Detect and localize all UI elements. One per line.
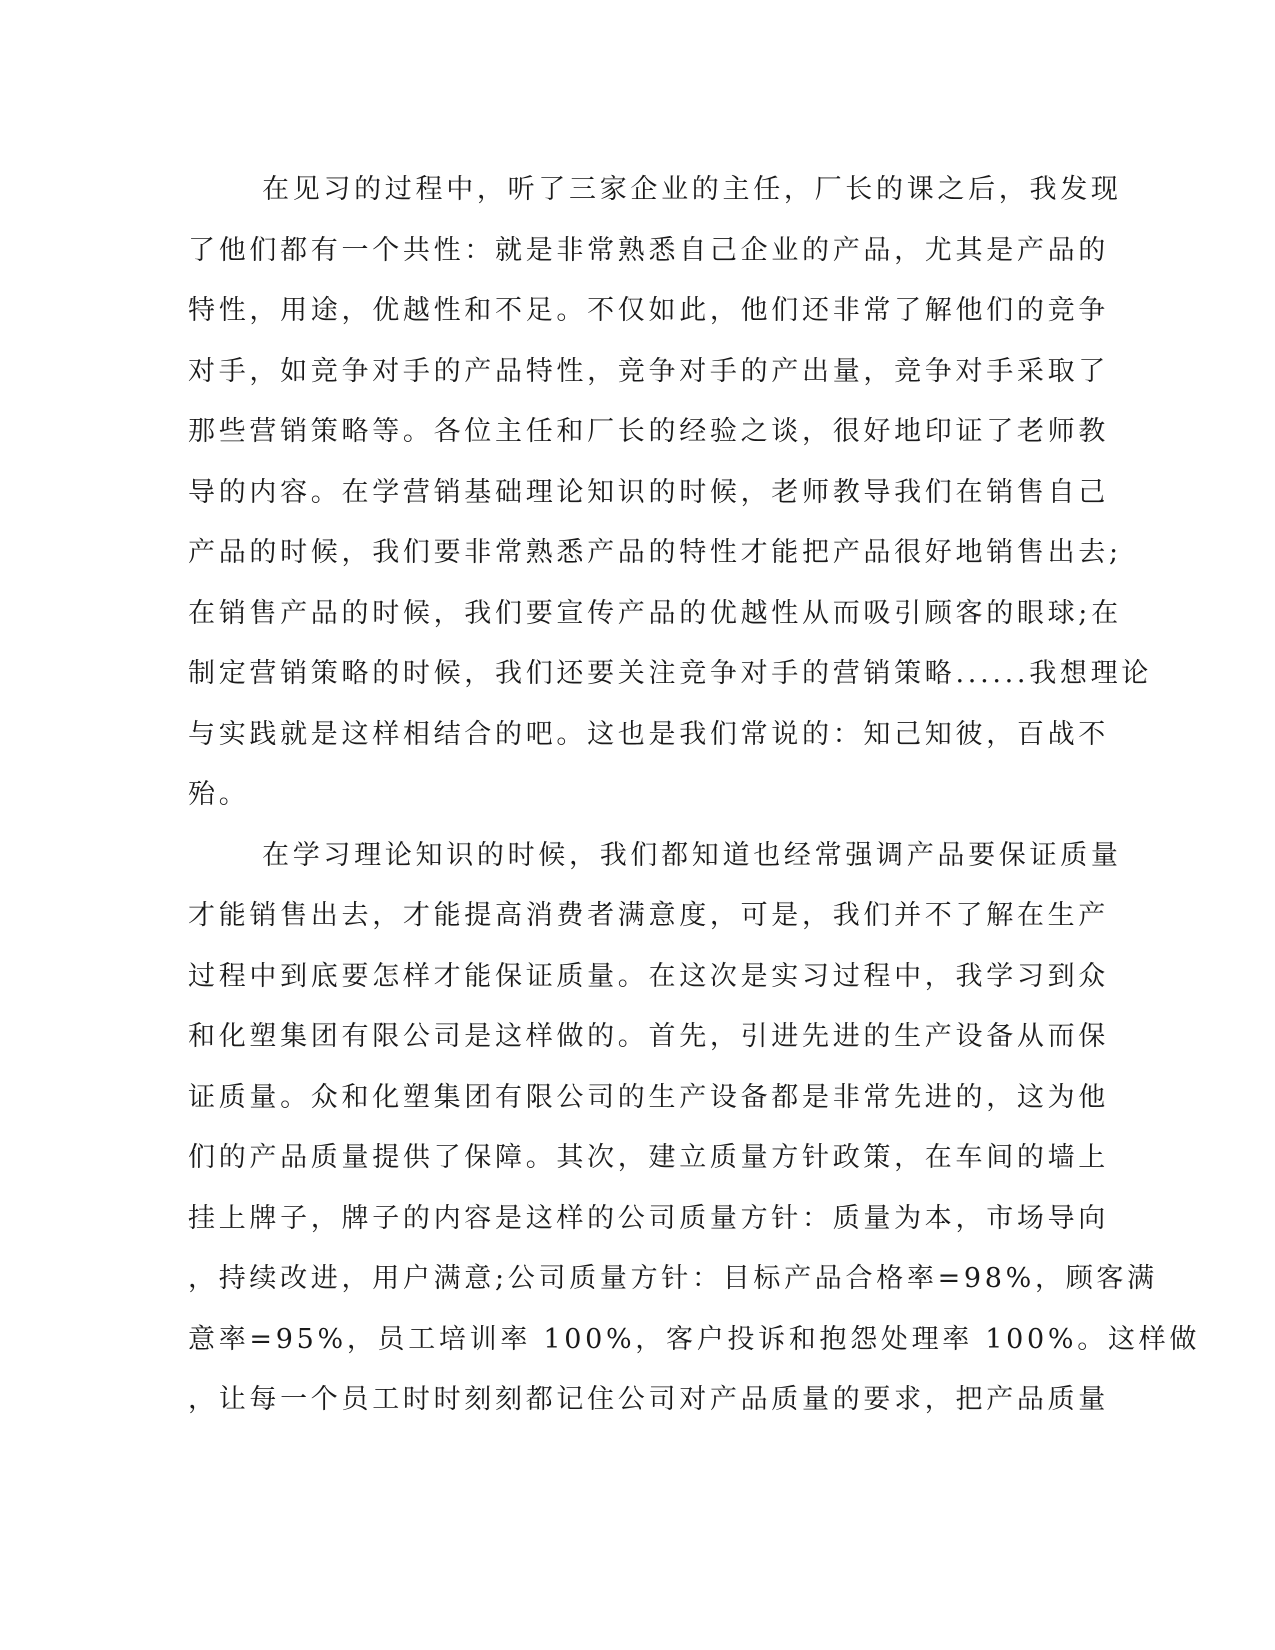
paragraph-line: 了他们都有一个共性：就是非常熟悉自己企业的产品，尤其是产品的 (188, 234, 1109, 266)
document-body (188, 160, 1201, 1431)
paragraph-line: 与实践就是这样相结合的吧。这也是我们常说的：知己知彼，百战不 (188, 718, 1109, 750)
paragraph-line: ，让每一个员工时时刻刻都记住公司对产品质量的要求，把产品质量 (188, 1384, 1109, 1415)
paragraph-line: ，持续改进，用户满意;公司质量方针：目标产品合格率=98%，顾客满 (188, 1263, 1158, 1294)
paragraph-line: 在销售产品的时候，我们要宣传产品的优越性从而吸引顾客的眼球;在 (188, 597, 1122, 629)
paragraph-line: 对手，如竞争对手的产品特性，竞争对手的产出量，竞争对手采取了 (188, 355, 1109, 387)
paragraph-line: 证质量。众和化塑集团有限公司的生产设备都是非常先进的，这为他 (188, 1081, 1109, 1113)
paragraph-line: 那些营销策略等。各位主任和厂长的经验之谈，很好地印证了老师教 (188, 416, 1109, 447)
paragraph-line: 殆。 (188, 779, 250, 810)
paragraph-line: 导的内容。在学营销基础理论知识的时候，老师教导我们在销售自己 (188, 476, 1109, 508)
paragraph-1 (188, 160, 1152, 826)
paragraph-line: 过程中到底要怎样才能保证质量。在这次是实习过程中，我学习到众 (188, 960, 1109, 992)
paragraph-line: 们的产品质量提供了保障。其次，建立质量方针政策，在车间的墙上 (188, 1142, 1109, 1173)
paragraph-line: 和化塑集团有限公司是这样做的。首先，引进先进的生产设备从而保 (188, 1021, 1109, 1052)
paragraph-line: 在见习的过程中，听了三家企业的主任，厂长的课之后，我发现 (262, 174, 1122, 205)
paragraph-line: 制定营销策略的时候，我们还要关注竞争对手的营销策略......我想理论 (188, 658, 1152, 689)
paragraph-line: 产品的时候，我们要非常熟悉产品的特性才能把产品很好地销售出去; (188, 537, 1122, 568)
paragraph-line: 特性，用途，优越性和不足。不仅如此，他们还非常了解他们的竞争 (188, 295, 1109, 326)
paragraph-2 (188, 826, 1201, 1431)
paragraph-line: 在学习理论知识的时候，我们都知道也经常强调产品要保证质量 (262, 839, 1122, 871)
paragraph-line: 意率=95%，员工培训率 100%，客户投诉和抱怨处理率 100%。这样做 (188, 1323, 1201, 1355)
paragraph-line: 挂上牌子，牌子的内容是这样的公司质量方针：质量为本，市场导向 (188, 1202, 1109, 1234)
paragraph-line: 才能销售出去，才能提高消费者满意度，可是，我们并不了解在生产 (188, 900, 1109, 931)
